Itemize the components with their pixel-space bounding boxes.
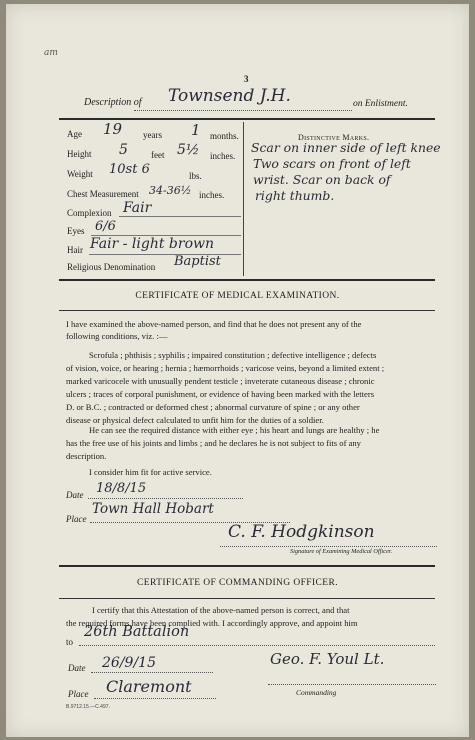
complexion-value: Fair (123, 200, 152, 216)
medical-intro-1: I have examined the above-named person, and find that he does not present any of the (66, 319, 362, 329)
hair-value: Fair - light brown (90, 236, 215, 252)
commanding-date-value: 26/9/15 (102, 655, 156, 671)
complexion-label: Complexion (67, 208, 112, 218)
medical-conditions-6: disease or physical defect calculated to unfit him for the duties of a soldier. (66, 415, 324, 425)
commanding-certify-2: the required forms have been complied with. I accordingly approve, and appoint him (66, 618, 358, 628)
inches-label: inches. (210, 151, 236, 161)
years-label: years (143, 130, 162, 140)
attestation-page (6, 4, 469, 737)
commanding-place-label: Place (68, 689, 89, 699)
fit-statement: I consider him fit for active service. (89, 467, 212, 477)
corner-mark: am (44, 48, 58, 58)
weight-label: Weight (67, 169, 93, 179)
commanding-label: Commanding (296, 688, 337, 697)
distinctive-mark-line-4: right thumb. (255, 188, 335, 203)
medical-conditions-2: of vision, voice, or hearing ; hernia ; hæmorrhoids ; varicose veins, beyond a limited extent ; (66, 363, 385, 373)
commanding-heading: CERTIFICATE OF COMMANDING OFFICER. (137, 578, 338, 588)
medical-place-value: Town Hall Hobart (92, 501, 214, 517)
commanding-date-label: Date (68, 663, 86, 673)
eyes-label: Eyes (67, 226, 85, 236)
religion-label: Religious Denomination (67, 262, 156, 272)
hair-label: Hair (67, 245, 83, 255)
medical-intro-2: following conditions, viz. :— (66, 331, 168, 341)
religion-value: Baptist (174, 254, 221, 269)
distinctive-mark-line-3: wrist. Scar on back of (253, 172, 391, 187)
chest-suffix: inches. (199, 190, 225, 200)
chest-label: Chest Measurement (67, 189, 139, 199)
age-months: 1 (191, 121, 201, 139)
distinctive-marks-heading: Distinctive Marks. (298, 133, 370, 142)
unit-value: 26th Battalion (84, 624, 190, 640)
medical-signature-caption: Signature of Examining Medical Officer. (290, 548, 393, 555)
medical-date-label: Date (66, 490, 84, 500)
printer-mark: B.9712.15.—C.497. (66, 704, 110, 710)
height-feet: 5 (119, 142, 128, 158)
medical-conditions-1: Scrofula ; phthisis ; syphilis ; impaired constitution ; defective intelligence ; defects (89, 350, 377, 360)
description-suffix: on Enlistment. (353, 99, 408, 109)
distinctive-mark-line-1: Scar on inner side of left knee (251, 140, 441, 155)
feet-label: feet (151, 150, 165, 160)
page-number: 3 (244, 74, 249, 84)
medical-place-label: Place (66, 514, 87, 524)
age-label: Age (67, 129, 82, 139)
commanding-place-value: Claremont (106, 677, 192, 696)
medical-ability-2: has the free use of his joints and limbs ; and he declares he is not subject to fits of any (66, 438, 361, 448)
height-label: Height (67, 149, 92, 159)
commanding-certify-1: I certify that this Attestation of the above-named person is correct, and that (92, 605, 350, 615)
chest-value: 34-36½ (149, 184, 192, 197)
medical-ability-3: description. (66, 451, 107, 461)
commanding-officer-signature: Geo. F. Youl Lt. (270, 650, 385, 668)
medical-conditions-5: D. or B.C. ; contracted or deformed chest ; abnormal curvature of spine ; or any other (66, 402, 360, 412)
weight-value: 10st 6 (109, 162, 150, 177)
medical-ability-1: He can see the required distance with either eye ; his heart and lungs are healthy ; he (89, 425, 380, 435)
medical-conditions-3: marked varicocele with unusually pendent testicle ; inveterate cutaneous disease ; chronic (66, 376, 375, 386)
appoint-to-label: to (66, 637, 74, 647)
distinctive-mark-line-2: Two scars on front of left (253, 156, 411, 171)
medical-conditions-4: ulcers ; traces of corporal punishment, or evidence of having been marked with the letters (66, 389, 375, 399)
months-label: months. (210, 131, 239, 141)
medical-heading: CERTIFICATE OF MEDICAL EXAMINATION. (135, 291, 340, 301)
lbs-label: lbs. (189, 171, 202, 181)
age-years: 19 (103, 120, 123, 138)
medical-date-value: 18/8/15 (96, 481, 147, 496)
eyes-value: 6/6 (95, 219, 116, 234)
height-inches: 5½ (177, 142, 200, 158)
description-prefix: Description of (84, 97, 142, 108)
soldier-name: Townsend J.H. (168, 86, 291, 106)
medical-officer-signature: C. F. Hodgkinson (228, 522, 375, 542)
